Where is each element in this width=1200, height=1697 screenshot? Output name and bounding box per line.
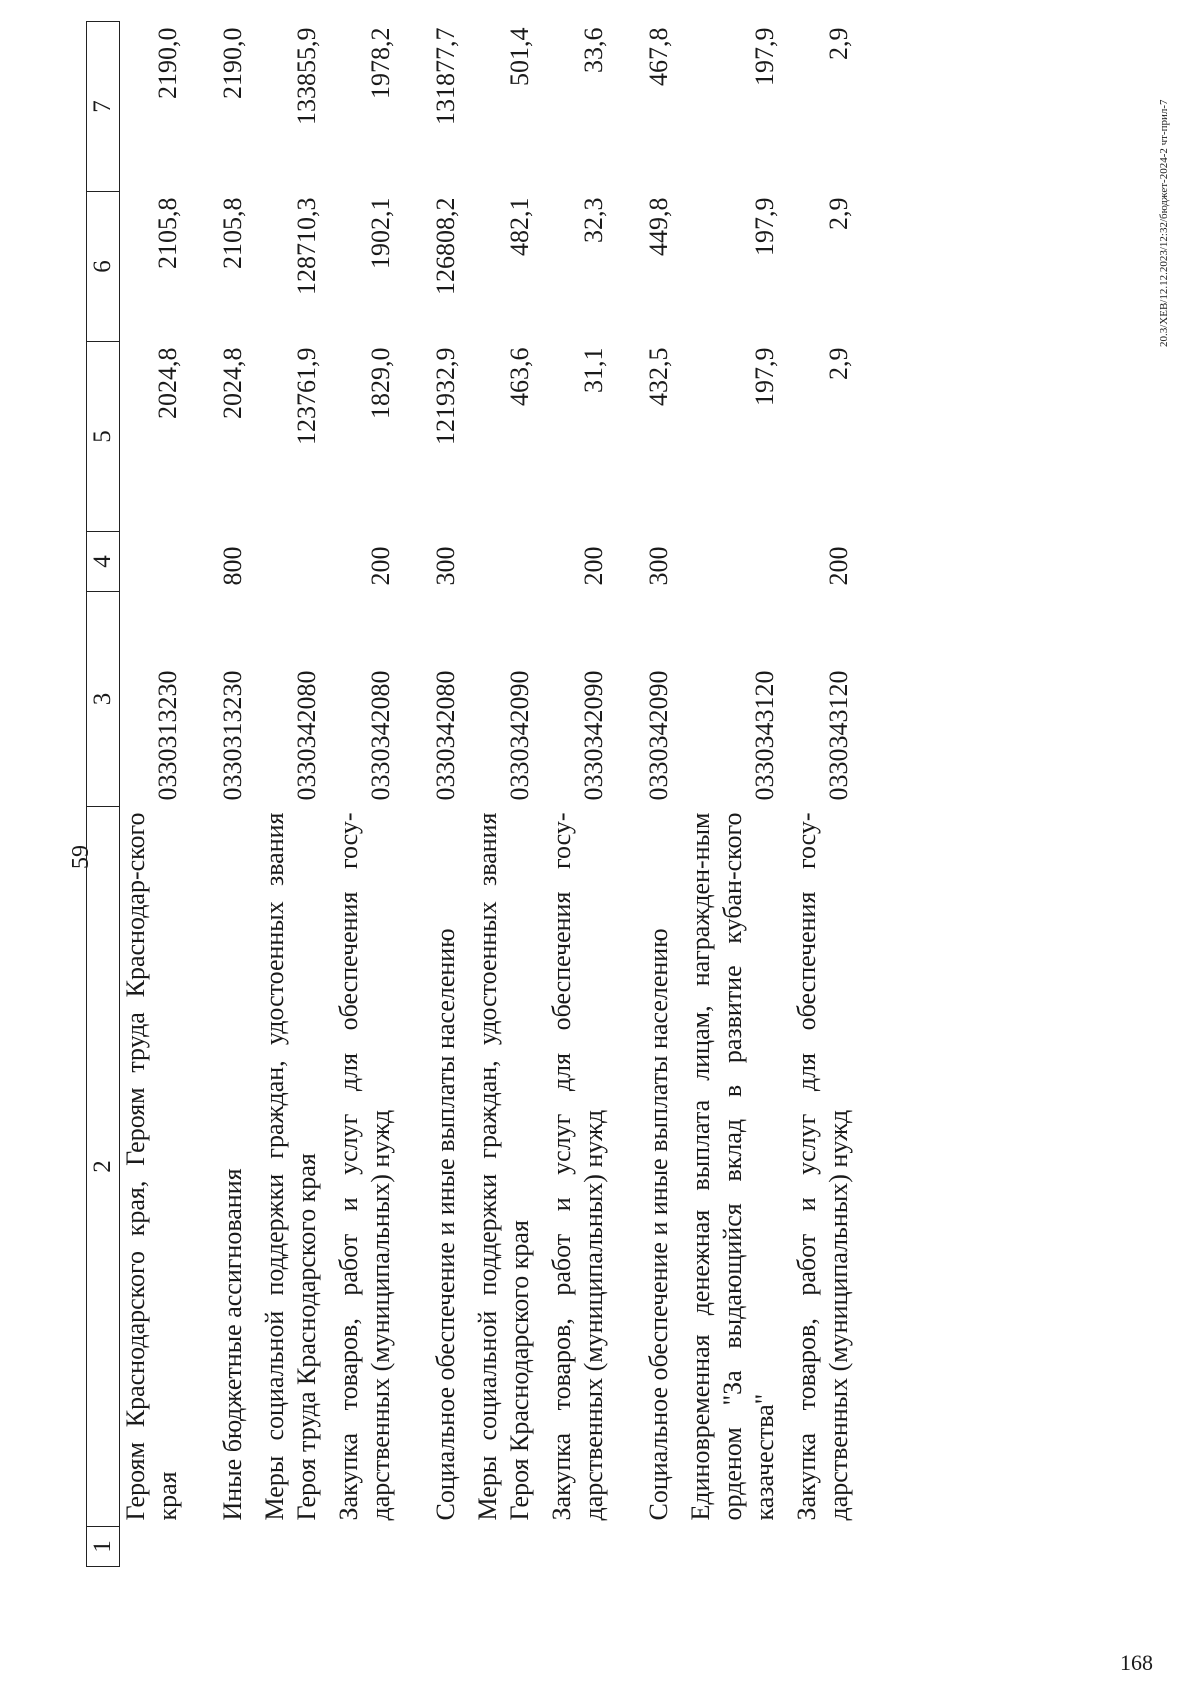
cell-target-code: 0330313230: [218, 670, 247, 801]
cell-expense-type: [685, 532, 791, 592]
cell-value-col6: 32,3: [579, 197, 608, 243]
footer-document-code: 20.3/ХЕВ/12.12.2023/12:32/бюджет-2024-2 чт-прил-7: [1158, 99, 1170, 347]
table-row: [407, 22, 472, 1567]
cell-name: Меры социальной поддержки граждан, удостоенных звания Героя Краснодарского края: [473, 812, 534, 1521]
table-row: [194, 22, 259, 1567]
header-col-4: 4: [87, 532, 120, 592]
cell-value-col7: 2190,0: [218, 27, 247, 99]
cell-expense-type: [259, 532, 333, 592]
cell-target-code: 0330342080: [366, 670, 395, 801]
cell-target-code: 0330342090: [505, 670, 534, 801]
cell-index: [685, 1527, 791, 1567]
cell-value-col7: 501,4: [505, 27, 534, 86]
cell-expense-type: 200: [824, 546, 853, 586]
table-row: [259, 22, 333, 1567]
cell-value-col5: 1829,0: [366, 347, 395, 419]
cell-value-col6: 2,9: [824, 197, 853, 230]
cell-index: [407, 1527, 472, 1567]
cell-name: Закупка товаров, работ и услуг для обеспечения госу-дарственных (муниципальных) нужд: [547, 812, 608, 1521]
table-row: [120, 22, 195, 1567]
cell-expense-type: 300: [644, 546, 673, 586]
cell-index: [120, 1527, 195, 1567]
header-col-2: 2: [87, 807, 120, 1527]
cell-target-code: 0330343120: [824, 670, 853, 801]
cell-target-code: 0330343120: [750, 670, 779, 801]
header-col-1: 1: [87, 1527, 120, 1567]
cell-name: Социальное обеспечение и иные выплаты населению: [644, 928, 673, 1521]
cell-index: [791, 1527, 865, 1567]
cell-value-col6: 1902,1: [366, 197, 395, 269]
cell-value-col6: 197,9: [750, 197, 779, 256]
budget-table: [86, 21, 865, 1567]
table-row: [472, 22, 546, 1567]
cell-index: [333, 1527, 407, 1567]
cell-name: Социальное обеспечение и иные выплаты населению: [431, 928, 460, 1521]
cell-expense-type: 200: [366, 546, 395, 586]
cell-name: Меры социальной поддержки граждан, удостоенных звания Героя труда Краснодарского края: [260, 812, 321, 1521]
cell-value-col7: 467,8: [644, 27, 673, 86]
cell-index: [546, 1527, 620, 1567]
cell-value-col5: 463,6: [505, 347, 534, 406]
cell-target-code: 0330342090: [644, 670, 673, 801]
cell-value-col7: 33,6: [579, 27, 608, 73]
sheet-number: 168: [1120, 1650, 1153, 1675]
cell-target-code: 0330342090: [579, 670, 608, 801]
header-col-3: 3: [87, 592, 120, 807]
cell-expense-type: 800: [218, 546, 247, 586]
cell-value-col5: 2024,8: [218, 347, 247, 419]
cell-name: Единовременная денежная выплата лицам, награжден-ным орденом "За выдающийся вклад в развитие кубан-ского казачества": [686, 812, 779, 1521]
cell-value-col7: 2190,0: [153, 27, 182, 99]
cell-value-col5: 432,5: [644, 347, 673, 406]
cell-value-col6: 128710,3: [292, 197, 321, 295]
cell-value-col5: 2024,8: [153, 347, 182, 419]
cell-index: [620, 1527, 685, 1567]
cell-value-col6: 126808,2: [431, 197, 460, 295]
cell-expense-type: [120, 532, 195, 592]
page-number: 59: [68, 845, 94, 869]
cell-value-col6: 2105,8: [218, 197, 247, 269]
cell-index: [194, 1527, 259, 1567]
cell-value-col6: 2105,8: [153, 197, 182, 269]
table-row: [333, 22, 407, 1567]
cell-value-col7: 1978,2: [366, 27, 395, 99]
header-col-7: 7: [87, 22, 120, 192]
cell-value-col6: 449,8: [644, 197, 673, 256]
cell-value-col7: 2,9: [824, 27, 853, 60]
cell-expense-type: 300: [431, 546, 460, 586]
cell-name: Закупка товаров, работ и услуг для обеспечения госу-дарственных (муниципальных) нужд: [334, 812, 395, 1521]
cell-value-col5: 2,9: [824, 347, 853, 380]
cell-value-col5: 197,9: [750, 347, 779, 406]
cell-value-col5: 31,1: [579, 347, 608, 393]
table-row: [685, 22, 791, 1567]
table-header-row: [87, 22, 120, 1567]
header-col-5: 5: [87, 342, 120, 532]
cell-target-code: 0330342080: [431, 670, 460, 801]
cell-index: [259, 1527, 333, 1567]
cell-value-col5: 121932,9: [431, 347, 460, 445]
cell-target-code: 0330342080: [292, 670, 321, 801]
cell-expense-type: [472, 532, 546, 592]
cell-value-col5: 123761,9: [292, 347, 321, 445]
cell-index: [472, 1527, 546, 1567]
header-col-6: 6: [87, 192, 120, 342]
cell-value-col7: 133855,9: [292, 27, 321, 125]
cell-name: Героям Краснодарского края, Героям труда Краснодар-ского края: [121, 812, 182, 1521]
cell-value-col7: 131877,7: [431, 27, 460, 125]
table-row: [791, 22, 865, 1567]
cell-value-col7: 197,9: [750, 27, 779, 86]
cell-value-col6: 482,1: [505, 197, 534, 256]
cell-expense-type: 200: [579, 546, 608, 586]
table-row: [620, 22, 685, 1567]
cell-target-code: 0330313230: [153, 670, 182, 801]
table-row: [546, 22, 620, 1567]
cell-name: Иные бюджетные ассигнования: [218, 1168, 247, 1521]
cell-name: Закупка товаров, работ и услуг для обеспечения госу-дарственных (муниципальных) нужд: [792, 812, 853, 1521]
